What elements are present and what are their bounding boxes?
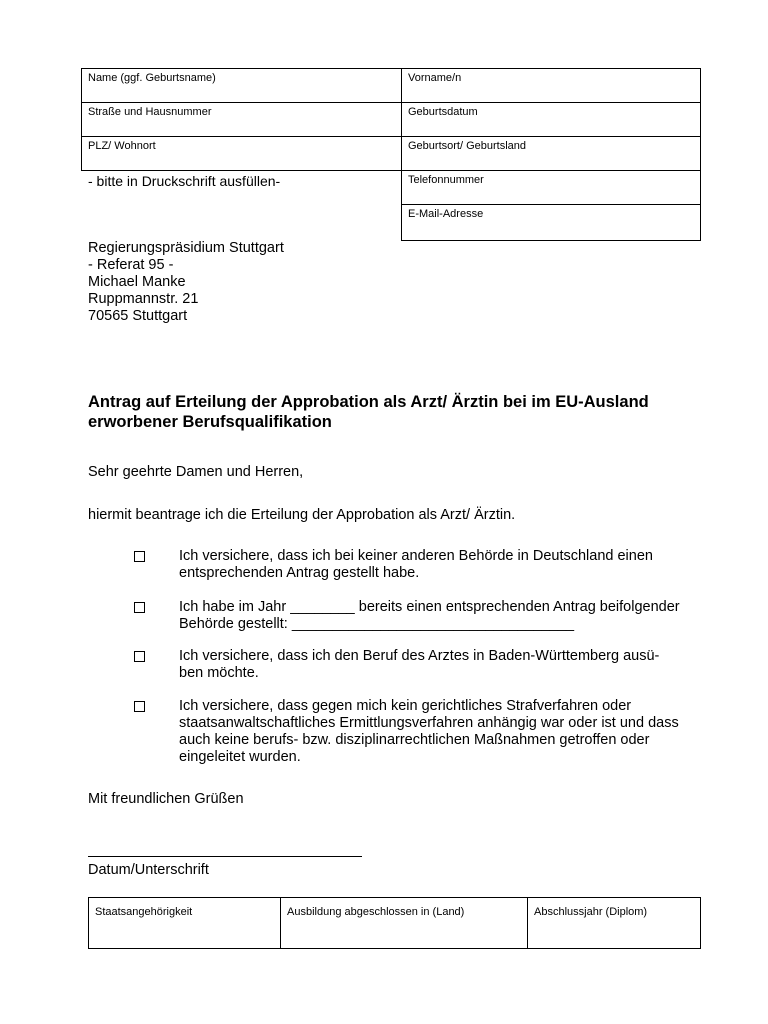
email-field[interactable] xyxy=(401,204,701,241)
declaration-3-checkbox[interactable] xyxy=(134,651,145,662)
declaration-line: Behörde gestellt: ___________________________________ xyxy=(179,616,575,632)
name-field[interactable] xyxy=(81,68,402,103)
declaration-1-checkbox[interactable] xyxy=(134,551,145,562)
ausbildung-label: Ausbildung abgeschlossen in (Land) xyxy=(287,906,465,918)
strasse-field[interactable] xyxy=(81,102,402,137)
declaration-4-checkbox[interactable] xyxy=(134,701,145,712)
declaration-line: eingeleitet wurden. xyxy=(179,749,301,765)
declaration-line: Ich habe im Jahr ________ bereits einen entsprechenden Antrag beifolgender xyxy=(179,599,680,615)
plz-wohnort-field-label: PLZ/ Wohnort xyxy=(88,140,156,152)
recipient-line: Michael Manke xyxy=(88,274,186,290)
declaration-line: staatsanwaltschaftliches Ermittlungsverfahren anhängig war oder ist und dass xyxy=(179,715,679,731)
declaration-line: Ich versichere, dass ich bei keiner anderen Behörde in Deutschland einen xyxy=(179,548,653,564)
geburtsort-field-label: Geburtsort/ Geburtsland xyxy=(408,140,527,152)
name-field-label: Name (ggf. Geburtsname) xyxy=(88,72,216,84)
strasse-field-label: Straße und Hausnummer xyxy=(88,106,212,118)
geburtsdatum-field[interactable] xyxy=(401,102,701,137)
title-line: Antrag auf Erteilung der Approbation als Arzt/ Ärztin bei im EU-Ausland xyxy=(88,393,649,411)
declaration-1-text xyxy=(179,548,724,582)
vorname-field[interactable] xyxy=(401,68,701,103)
recipient-line: - Referat 95 - xyxy=(88,257,174,273)
recipient-line: Regierungspräsidium Stuttgart xyxy=(88,240,284,256)
closing: Mit freundlichen Grüßen xyxy=(88,791,244,807)
signature-line[interactable] xyxy=(88,856,362,857)
abschlussjahr-field[interactable] xyxy=(527,897,701,949)
staatsangehoerigkeit-field[interactable] xyxy=(88,897,281,949)
plz-wohnort-field[interactable] xyxy=(81,136,402,171)
email-field-label: E-Mail-Adresse xyxy=(408,208,484,220)
salutation: Sehr geehrte Damen und Herren, xyxy=(88,464,304,480)
vorname-field-label: Vorname/n xyxy=(408,72,462,84)
telefon-field[interactable] xyxy=(401,170,701,205)
document-title xyxy=(88,392,728,432)
recipient-address xyxy=(88,240,284,325)
declaration-4-text xyxy=(179,698,724,766)
declaration-line: ben möchte. xyxy=(179,665,259,681)
ausbildung-field[interactable] xyxy=(280,897,528,949)
recipient-line: 70565 Stuttgart xyxy=(88,308,188,324)
recipient-line: Ruppmannstr. 21 xyxy=(88,291,199,307)
print-hint: - bitte in Druckschrift ausfüllen- xyxy=(88,173,281,189)
title-line: erworbener Berufsqualifikation xyxy=(88,413,332,431)
declaration-2-checkbox[interactable] xyxy=(134,602,145,613)
abschlussjahr-label: Abschlussjahr (Diplom) xyxy=(534,906,648,918)
staatsangehoerigkeit-label: Staatsangehörigkeit xyxy=(95,906,193,918)
declaration-line: entsprechenden Antrag gestellt habe. xyxy=(179,565,420,581)
declaration-line: auch keine berufs- bzw. disziplinarrechtlichen Maßnahmen getroffen oder xyxy=(179,732,650,748)
intro-text: hiermit beantrage ich die Erteilung der Approbation als Arzt/ Ärztin. xyxy=(88,507,516,523)
declaration-2-text xyxy=(179,599,724,633)
geburtsdatum-field-label: Geburtsdatum xyxy=(408,106,478,118)
declaration-line: Ich versichere, dass ich den Beruf des Arztes in Baden-Württemberg ausü- xyxy=(179,648,660,664)
signature-label: Datum/Unterschrift xyxy=(88,862,209,878)
declaration-3-text xyxy=(179,648,724,682)
telefon-field-label: Telefonnummer xyxy=(408,174,484,186)
geburtsort-field[interactable] xyxy=(401,136,701,171)
declaration-line: Ich versichere, dass gegen mich kein gerichtliches Strafverfahren oder xyxy=(179,698,632,714)
